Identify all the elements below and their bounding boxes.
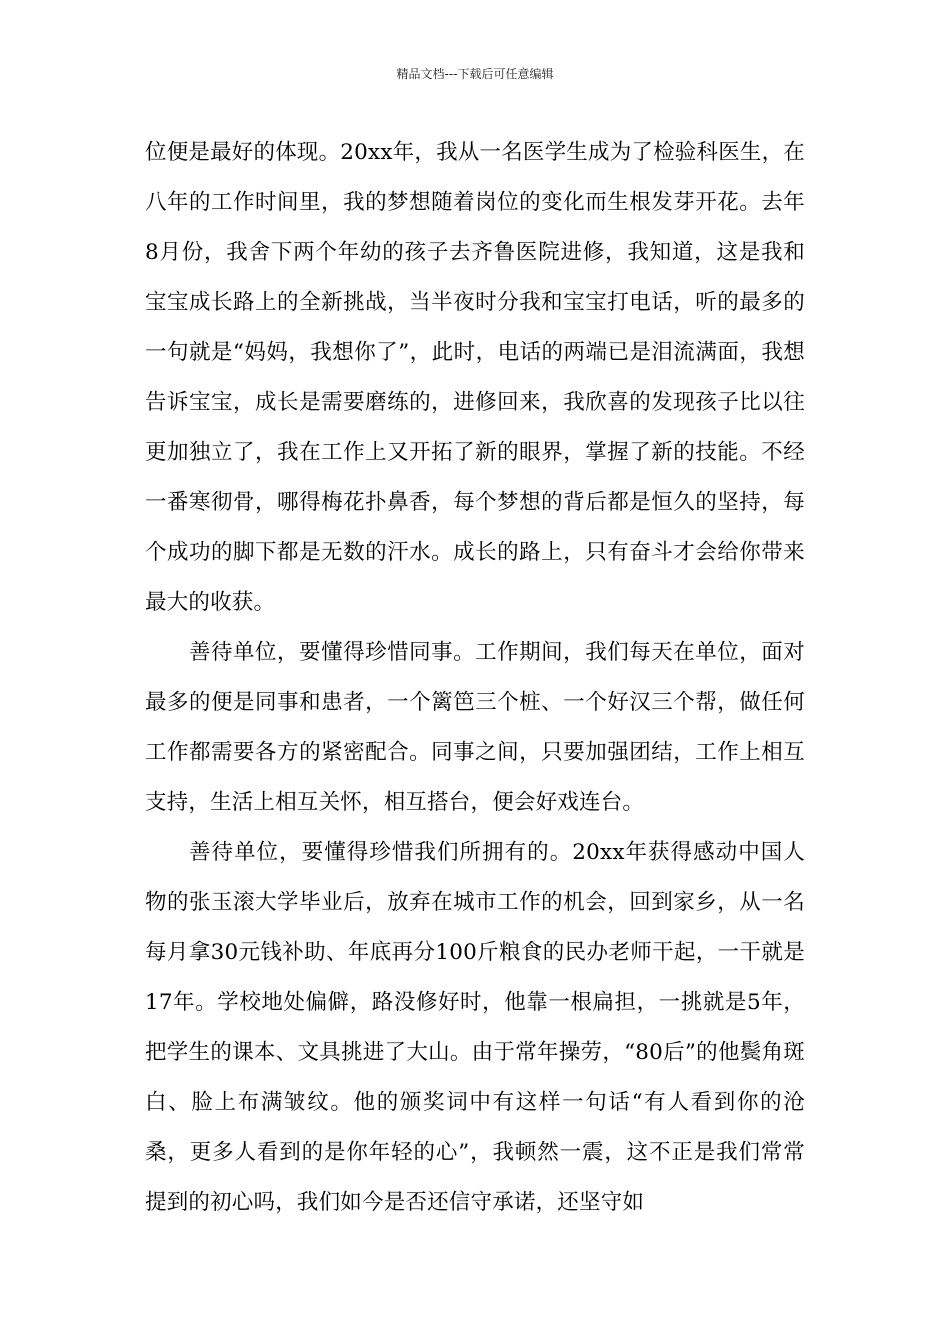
paragraph-3: 善待单位，要懂得珍惜我们所拥有的。20xx年获得感动中国人物的张玉滚大学毕业后，放弃在城市工作的机会，回到家乡，从一名每月拿30元钱补助、年底再分100斤粮食的民办老师干起，一干就是17年。学校地处偏僻，路没修好时，他靠一根扁担，一挑就是5年，把学生的课本、文具挑进了大山。由于常年操劳，“80后”的他鬓角斑白、脸上布满皱纹。他的颁奖词中有这样一句话“有人看到你的沧桑，更多人看到的是你年轻的心”，我顿然一震，这不正是我们常常提到的初心吗，我们如今是否还信守承诺，还坚守如 bbox=[145, 840, 805, 1215]
paragraph-1: 位便是最好的体现。20xx年，我从一名医学生成为了检验科医生，在八年的工作时间里，我的梦想随着岗位的变化而生根发芽开花。去年8月份，我舍下两个年幼的孩子去齐鲁医院进修，我知道，这是我和宝宝成长路上的全新挑战，当半夜时分我和宝宝打电话，听的最多的一句就是“妈妈，我想你了”，此时，电话的两端已是泪流满面，我想告诉宝宝，成长是需要磨练的，进修回来，我欣喜的发现孩子比以往更加独立了，我在工作上又开拓了新的眼界，掌握了新的技能。不经一番寒彻骨，哪得梅花扑鼻香，每个梦想的背后都是恒久的坚持，每个成功的脚下都是无数的汗水。成长的路上，只有奋斗才会给你带来最大的收获。 bbox=[145, 140, 806, 615]
paragraph-2: 善待单位，要懂得珍惜同事。工作期间，我们每天在单位，面对最多的便是同事和患者，一个篱笆三个桩、一个好汉三个帮，做任何工作都需要各方的紧密配合。同事之间，只要加强团结，工作上相互支持，生活上相互关怀，相互搭台，便会好戏连台。 bbox=[145, 640, 805, 815]
page-header: 精品文档---下载后可任意编辑 bbox=[396, 67, 554, 81]
document-body bbox=[145, 128, 805, 1228]
